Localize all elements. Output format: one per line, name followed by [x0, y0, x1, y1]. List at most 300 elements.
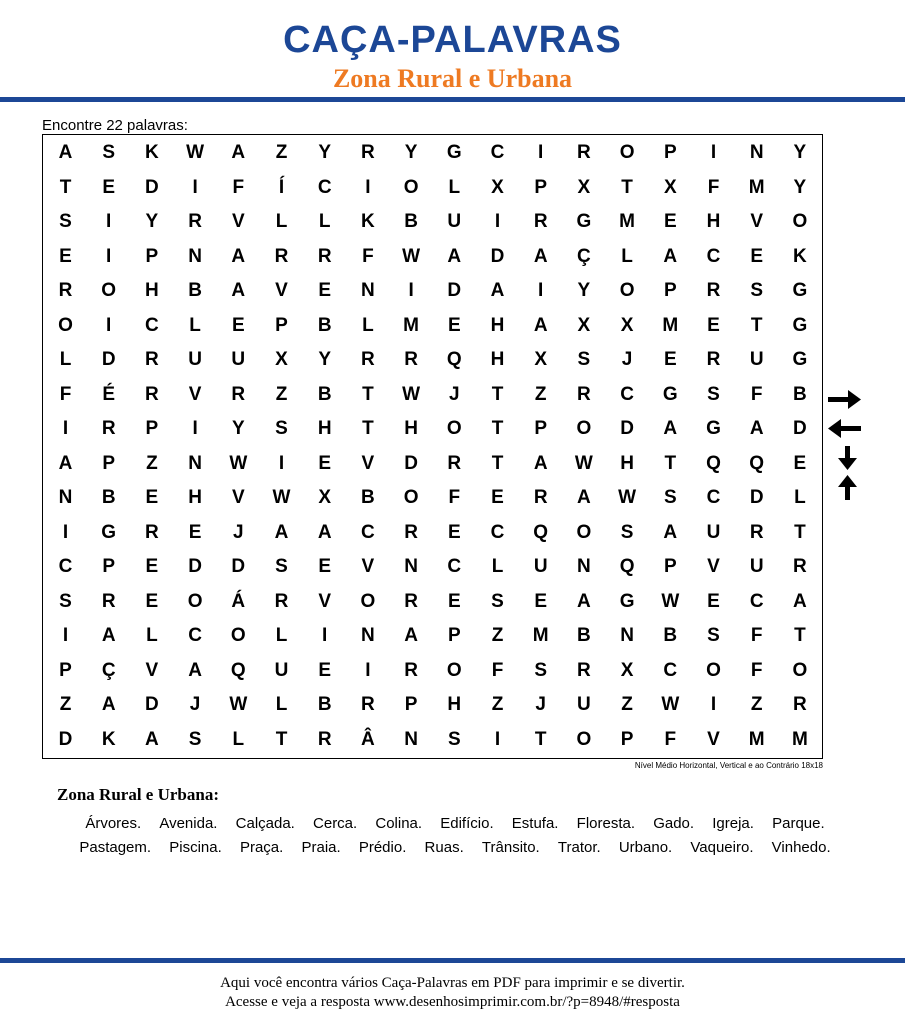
- grid-cell: V: [361, 556, 375, 577]
- grid-cell: A: [793, 590, 807, 612]
- grid-cell: I: [106, 211, 112, 232]
- grid-cell: Z: [491, 694, 504, 715]
- grid-cell: B: [361, 487, 375, 508]
- grid-cell: O: [360, 590, 376, 612]
- word-item: Trator.: [557, 838, 601, 856]
- grid-cell: M: [662, 314, 679, 336]
- grid-cell: H: [490, 349, 505, 370]
- grid-cell: E: [707, 590, 720, 612]
- grid-cell: I: [710, 142, 717, 163]
- grid-cell: E: [318, 556, 332, 577]
- grid-cell: S: [663, 487, 677, 508]
- grid-cell: A: [663, 245, 678, 267]
- grid-cell: F: [232, 176, 245, 198]
- word-item: Calçada.: [235, 815, 295, 832]
- grid-cell: M: [532, 625, 549, 646]
- grid-cell: T: [491, 452, 504, 474]
- grid-cell: Y: [404, 142, 418, 163]
- grid-cell: M: [791, 728, 808, 750]
- grid-cell: N: [577, 556, 591, 577]
- grid-cell: Y: [318, 349, 332, 370]
- grid-cell: Q: [749, 452, 765, 474]
- grid-cell: L: [275, 211, 288, 232]
- grid-cell: B: [188, 280, 202, 301]
- grid-cell: R: [749, 521, 764, 543]
- grid-cell: F: [362, 245, 374, 267]
- grid-cell: U: [749, 556, 764, 577]
- grid-cell: W: [229, 452, 248, 474]
- grid-cell: E: [663, 349, 677, 370]
- footer: [0, 974, 905, 1012]
- grid-cell: C: [145, 314, 159, 336]
- word-item: Pastagem.: [79, 838, 152, 856]
- grid-cell: O: [58, 314, 73, 336]
- grid-cell: Y: [231, 418, 245, 439]
- grid-cell: O: [446, 418, 462, 439]
- grid-cell: R: [145, 349, 159, 370]
- grid-cell: V: [707, 556, 720, 577]
- grid-cell: A: [447, 245, 462, 267]
- grid-cell: O: [619, 280, 635, 301]
- grid-cell: N: [620, 625, 634, 646]
- grid-cell: X: [663, 176, 677, 198]
- grid-cell: Q: [230, 659, 246, 681]
- grid-cell: I: [710, 694, 717, 715]
- grid-cell: E: [188, 521, 202, 543]
- grid-cell: V: [361, 452, 375, 474]
- word-item: Colina.: [375, 815, 423, 832]
- grid-cell: A: [317, 521, 332, 543]
- grid-cell: H: [317, 418, 332, 439]
- direction-legend: [828, 388, 864, 503]
- grid-cell: L: [146, 625, 158, 646]
- grid-cell: V: [231, 211, 245, 232]
- grid-cell: A: [145, 728, 159, 750]
- word-item: Cerca.: [313, 815, 358, 832]
- grid-cell: R: [706, 349, 721, 370]
- grid-cell: Z: [621, 694, 633, 715]
- grid-cell: A: [274, 521, 289, 543]
- grid-cell: R: [533, 487, 548, 508]
- grid-cell: S: [577, 349, 591, 370]
- grid-cell: V: [707, 728, 720, 750]
- grid-cell: S: [620, 521, 634, 543]
- grid-cell: I: [192, 176, 198, 198]
- grid-cell: A: [533, 452, 548, 474]
- grid-cell: L: [448, 176, 461, 198]
- grid-cell: C: [490, 521, 505, 543]
- word-item: Trânsito.: [481, 838, 540, 856]
- word-item: Árvores.: [85, 815, 142, 832]
- grid-cell: G: [619, 590, 635, 612]
- grid-cell: A: [231, 280, 246, 301]
- grid-cell: V: [145, 659, 159, 681]
- grid-cell: P: [663, 280, 677, 301]
- grid-cell: D: [145, 694, 159, 715]
- grid-cell: P: [102, 556, 116, 577]
- grid-cell: I: [494, 728, 501, 750]
- word-item: Estufa.: [511, 815, 559, 832]
- grid-cell: B: [317, 314, 332, 336]
- grid-cell: P: [145, 418, 159, 439]
- word-item: Edifício.: [440, 815, 494, 832]
- grid-cell: V: [750, 211, 764, 232]
- grid-cell: S: [447, 728, 461, 750]
- grid-cell: R: [577, 142, 591, 163]
- grid-cell: Q: [446, 349, 462, 370]
- grid-cell: E: [491, 487, 504, 508]
- grid-cell: D: [145, 176, 159, 198]
- grid-cell: C: [663, 659, 678, 681]
- grid-cell: O: [403, 176, 419, 198]
- grid-cell: R: [145, 521, 159, 543]
- grid-cell: E: [447, 521, 461, 543]
- grid-cell: S: [102, 142, 116, 163]
- grid-cell: A: [231, 245, 246, 267]
- grid-cell: B: [793, 383, 807, 405]
- grid-cell: I: [192, 418, 198, 439]
- grid-cell: D: [404, 452, 418, 474]
- grid-cell: R: [361, 694, 375, 715]
- grid-cell: O: [792, 659, 808, 681]
- grid-cell: W: [574, 452, 593, 474]
- grid-cell: U: [533, 556, 548, 577]
- word-item: Praça.: [239, 838, 284, 856]
- grid-cell: X: [275, 349, 288, 370]
- word-item: Urbano.: [618, 838, 673, 856]
- top-divider: [0, 97, 905, 102]
- grid-cell: I: [494, 211, 501, 232]
- grid-cell: É: [102, 383, 116, 405]
- grid-cell: P: [447, 625, 461, 646]
- grid-cell: T: [362, 418, 374, 439]
- grid-cell: R: [274, 245, 289, 267]
- grid-cell: M: [403, 314, 419, 336]
- grid-cell: X: [318, 487, 332, 508]
- grid-cell: B: [404, 211, 418, 232]
- grid-cell: R: [404, 659, 418, 681]
- footer-line-2: Acesse e veja a resposta www.desenhosimprimir.com.br/?p=8948/#resposta: [225, 994, 680, 1010]
- grid-cell: N: [404, 556, 418, 577]
- grid-cell: U: [274, 659, 289, 681]
- grid-cell: J: [189, 694, 201, 715]
- arrow-right-icon: [828, 390, 861, 409]
- word-item: Parque.: [772, 815, 825, 832]
- grid-cell: E: [534, 590, 548, 612]
- grid-cell: N: [188, 452, 202, 474]
- grid-cell: V: [275, 280, 288, 301]
- grid-cell: N: [749, 142, 764, 163]
- grid-cell: D: [447, 280, 462, 301]
- grid-cell: Á: [231, 590, 246, 612]
- grid-cell: T: [794, 625, 806, 646]
- grid-cell: Q: [533, 521, 549, 543]
- grid-cell: W: [618, 487, 637, 508]
- grid-cell: P: [275, 314, 288, 336]
- grid-cell: T: [794, 521, 806, 543]
- grid-cell: T: [491, 418, 504, 439]
- grid-cell: R: [188, 211, 202, 232]
- grid-cell: V: [188, 383, 202, 405]
- grid-cell: E: [145, 487, 159, 508]
- word-item: Igreja.: [712, 815, 754, 832]
- grid-cell: U: [706, 521, 721, 543]
- grid-cell: R: [404, 590, 418, 612]
- page-title: CAÇA-PALAVRAS: [283, 19, 622, 61]
- grid-cell: P: [145, 245, 159, 267]
- footer-line-1: Aqui você encontra vários Caça-Palavras em PDF para imprimir e se divertir.: [220, 975, 685, 991]
- grid-cell: A: [663, 521, 678, 543]
- grid-cell: R: [577, 659, 591, 681]
- grid-cell: R: [101, 590, 116, 612]
- grid-cell: E: [59, 245, 72, 267]
- grid-cell: C: [361, 521, 375, 543]
- grid-cell: R: [404, 521, 418, 543]
- grid-cell: G: [792, 314, 808, 336]
- grid-cell: E: [102, 176, 116, 198]
- arrow-left-icon: [828, 419, 861, 438]
- grid-cell: P: [534, 418, 548, 439]
- grid-cell: E: [447, 314, 461, 336]
- word-list: [60, 812, 850, 859]
- grid-cell: F: [448, 487, 461, 508]
- instruction-text: Encontre 22 palavras:: [42, 117, 188, 134]
- grid-cell: T: [621, 176, 633, 198]
- grid-cell: L: [189, 314, 201, 336]
- grid-cell: I: [365, 659, 371, 681]
- word-item: Avenida.: [159, 815, 218, 832]
- grid-cell: U: [447, 211, 462, 232]
- grid-cell: E: [318, 452, 332, 474]
- grid-cell: Y: [318, 142, 332, 163]
- grid-cell: R: [58, 280, 73, 301]
- grid-cell: A: [533, 245, 548, 267]
- grid-cell: F: [707, 176, 720, 198]
- grid-cell: O: [792, 211, 808, 232]
- grid-cell: C: [188, 625, 202, 646]
- grid-cell: O: [230, 625, 246, 646]
- grid-cell: A: [58, 142, 73, 163]
- grid-cell: S: [188, 728, 202, 750]
- word-item: Floresta.: [576, 815, 636, 832]
- grid-cell: E: [318, 280, 332, 301]
- grid-cell: U: [749, 349, 764, 370]
- grid-cell: X: [577, 314, 591, 336]
- grid-cell: J: [233, 521, 244, 543]
- word-item: Prédio.: [358, 838, 407, 856]
- grid-cell: H: [490, 314, 505, 336]
- grid-cell: Â: [361, 728, 375, 750]
- grid-cell: D: [620, 418, 634, 439]
- grid-cell: Z: [146, 452, 158, 474]
- grid-cell: N: [58, 487, 73, 508]
- grid-cell: C: [749, 590, 764, 612]
- grid-cell: R: [317, 245, 332, 267]
- grid-cell: R: [145, 383, 159, 405]
- grid-cell: L: [59, 349, 72, 370]
- grid-cell: A: [577, 487, 591, 508]
- grid-cell: O: [446, 659, 462, 681]
- grid-cell: X: [620, 659, 634, 681]
- grid-cell: J: [449, 383, 460, 405]
- grid-cell: C: [317, 176, 332, 198]
- word-item: Vinhedo.: [771, 838, 831, 856]
- grid-cell: E: [231, 314, 245, 336]
- grid-cell: A: [404, 625, 418, 646]
- grid-cell: Z: [491, 625, 504, 646]
- grid-cell: E: [145, 590, 159, 612]
- grid-cell: N: [361, 625, 375, 646]
- grid-cell: H: [404, 418, 418, 439]
- grid-cell: E: [707, 314, 720, 336]
- grid-cell: Y: [145, 211, 159, 232]
- grid-cell: R: [317, 728, 332, 750]
- grid-cell: A: [749, 418, 764, 439]
- grid-cell: I: [408, 280, 414, 301]
- grid-cell: S: [750, 280, 764, 301]
- grid-cell: O: [576, 728, 592, 750]
- grid-cell: W: [661, 590, 680, 612]
- grid-cell: Q: [706, 452, 721, 474]
- grid-cell: G: [792, 280, 808, 301]
- grid-cell: B: [317, 694, 332, 715]
- grid-cell: C: [58, 556, 73, 577]
- grid-cell: A: [663, 418, 678, 439]
- grid-cell: S: [707, 383, 720, 405]
- grid-cell: S: [707, 625, 720, 646]
- word-item: Vaqueiro.: [690, 838, 754, 856]
- grid-cell: R: [793, 694, 807, 715]
- grid-cell: W: [272, 487, 291, 508]
- grid-cell: T: [534, 728, 547, 750]
- grid-cell: V: [318, 590, 332, 612]
- grid-cell: X: [620, 314, 634, 336]
- level-note: Nível Médio Horizontal, Vertical e ao Contrário 18x18: [634, 761, 823, 770]
- grid-cell: P: [663, 556, 677, 577]
- grid-cell: C: [490, 142, 505, 163]
- grid-cell: H: [706, 211, 721, 232]
- grid-cell: I: [538, 280, 544, 301]
- grid-cell: O: [576, 418, 592, 439]
- grid-cell: W: [402, 383, 421, 405]
- word-item: Praia.: [301, 838, 341, 856]
- grid-cell: D: [188, 556, 202, 577]
- grid-cell: K: [145, 142, 159, 163]
- word-list-title: Zona Rural e Urbana:: [57, 785, 219, 804]
- grid-cell: O: [101, 280, 117, 301]
- grid-cell: T: [362, 383, 374, 405]
- grid-cell: A: [231, 142, 246, 163]
- grid-cell: U: [577, 694, 591, 715]
- grid-cell: G: [792, 349, 808, 370]
- grid-cell: U: [188, 349, 202, 370]
- grid-cell: S: [59, 590, 72, 612]
- grid-cell: L: [232, 728, 245, 750]
- grid-cell: F: [664, 728, 677, 750]
- grid-cell: Z: [750, 694, 763, 715]
- grid-cell: P: [620, 728, 634, 750]
- grid-cell: G: [662, 383, 678, 405]
- grid-cell: I: [278, 452, 285, 474]
- grid-cell: M: [748, 176, 765, 198]
- grid-cell: Y: [577, 280, 591, 301]
- grid-cell: L: [275, 625, 288, 646]
- grid-cell: T: [750, 314, 763, 336]
- grid-cell: T: [664, 452, 677, 474]
- grid-cell: F: [750, 383, 763, 405]
- grid-cell: S: [491, 590, 504, 612]
- grid-cell: G: [706, 418, 721, 439]
- grid-cell: K: [101, 728, 116, 750]
- grid-cell: H: [447, 694, 462, 715]
- grid-cell: S: [275, 556, 288, 577]
- grid-cell: T: [59, 176, 72, 198]
- grid-cell: B: [577, 625, 591, 646]
- grid-cell: A: [101, 625, 116, 646]
- grid-cell: P: [663, 142, 677, 163]
- grid-cell: F: [491, 659, 504, 681]
- grid-cell: N: [188, 245, 202, 267]
- grid-cell: D: [231, 556, 246, 577]
- grid-cell: R: [533, 211, 548, 232]
- grid-cell: R: [361, 142, 375, 163]
- grid-cell: F: [750, 659, 763, 681]
- grid-cell: Y: [793, 142, 807, 163]
- grid-cell: Ç: [577, 245, 591, 267]
- grid-cell: C: [706, 487, 721, 508]
- grid-cell: B: [101, 487, 116, 508]
- grid-cell: A: [58, 452, 73, 474]
- grid-cell: H: [620, 452, 634, 474]
- grid-cell: N: [404, 728, 418, 750]
- grid-cell: R: [231, 383, 246, 405]
- grid-cell: R: [101, 418, 116, 439]
- grid-cell: X: [534, 349, 548, 370]
- grid-cell: O: [403, 487, 419, 508]
- grid-cell: E: [318, 659, 332, 681]
- grid-cell: W: [402, 245, 421, 267]
- grid-cell: L: [621, 245, 633, 267]
- grid-cell: S: [275, 418, 288, 439]
- grid-cell: K: [793, 245, 807, 267]
- grid-cell: D: [58, 728, 73, 750]
- grid-cell: M: [619, 211, 635, 232]
- grid-cell: E: [447, 590, 461, 612]
- grid-cell: P: [404, 694, 418, 715]
- arrow-down-icon: [838, 446, 857, 470]
- grid-cell: U: [231, 349, 246, 370]
- grid-cell: C: [447, 556, 462, 577]
- grid-cell: V: [231, 487, 245, 508]
- grid-cell: D: [793, 418, 807, 439]
- grid-cell: G: [446, 142, 462, 163]
- grid-cell: O: [576, 521, 592, 543]
- grid-cell: R: [361, 349, 375, 370]
- grid-cell: R: [706, 280, 721, 301]
- grid-cell: E: [793, 452, 807, 474]
- grid-cell: I: [62, 625, 69, 646]
- grid-cell: L: [362, 314, 374, 336]
- word-item: Gado.: [653, 815, 695, 832]
- grid-cell: Í: [278, 176, 285, 198]
- grid-cell: M: [748, 728, 765, 750]
- grid-cell: I: [538, 142, 544, 163]
- grid-cell: E: [145, 556, 159, 577]
- grid-cell: H: [188, 487, 202, 508]
- grid-cell: O: [187, 590, 203, 612]
- grid-cell: O: [619, 142, 635, 163]
- grid-cell: E: [750, 245, 764, 267]
